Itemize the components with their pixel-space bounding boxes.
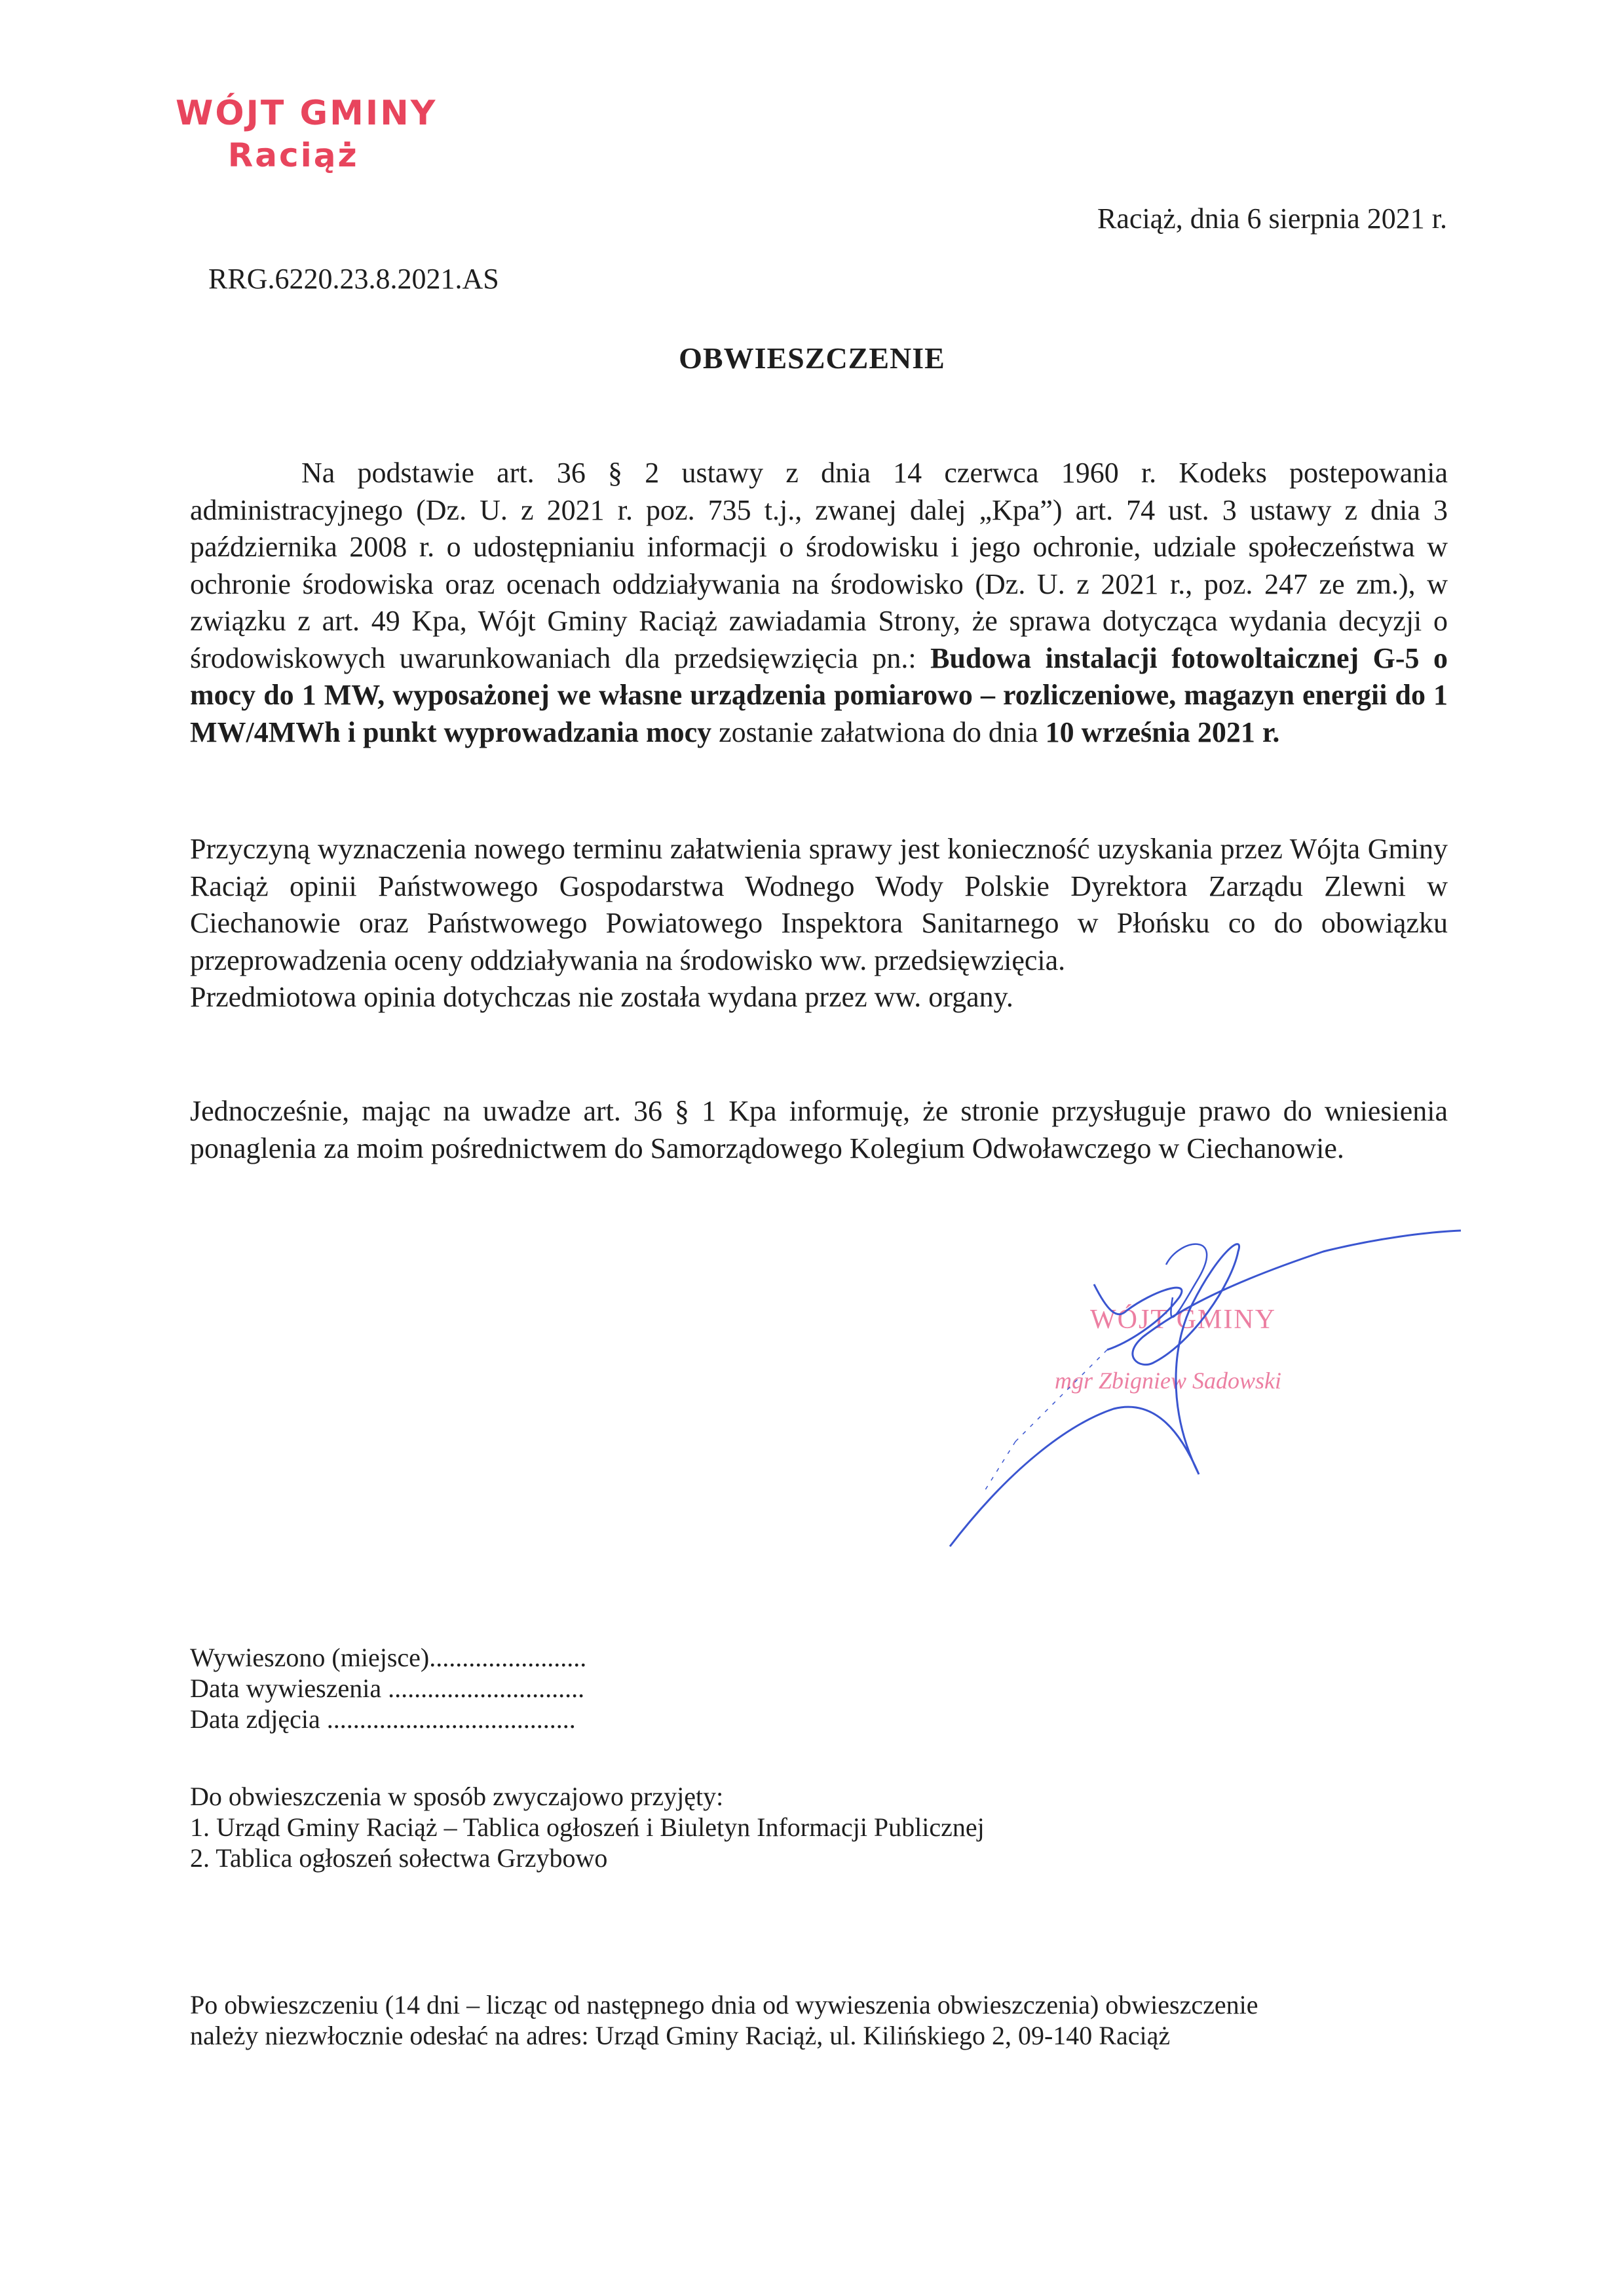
distribution-list xyxy=(190,1781,985,1873)
removal-date-field: Data zdjęcia ...................................... xyxy=(190,1704,576,1734)
signature-stamp-title: WÓJT GMINY xyxy=(1090,1305,1277,1335)
footer-line: należy niezwłocznie odesłać na adres: Urząd Gminy Raciąż, ul. Kilińskiego 2, 09-140 Raciąż xyxy=(190,2021,1171,2050)
notice-legal-basis: Na podstawie art. 36 § 2 ustawy z dnia 14 czerwca 1960 r. Kodeks postepowania administracyjnego (Dz. U. z 2021 r. poz. 735 t.j., zwanej dalej „Kpa”) art. 74 ust. 3 ustawy z dnia 3 października 2008 r. o udostępnianiu informacji o środowisku i jego ochronie, udziale społeczeństwa w ochronie środowiska oraz ocenach oddziaływania na środowisko (Dz. U. z 2021 r., poz. 247 ze zm.), w związku z art. 49 Kpa, Wójt Gminy Raciąż zawiadamia Strony, że sprawa dotycząca wydania decyzji o środowiskowych uwarunkowaniach dla przedsięwzięcia pn.: xyxy=(190,457,1448,674)
posting-form xyxy=(190,1642,586,1734)
signature-stamp-name: mgr Zbigniew Sadowski xyxy=(1055,1368,1282,1394)
project-name: Budowa instalacji fotowoltaicznej G-5 o mocy do 1 MW, wyposażonej we własne urządzenia pomiarowo – rozliczeniowe, magazyn energii do 1 MW/4MWh i punkt wyprowadzania mocy xyxy=(190,641,1448,748)
paragraph-rights xyxy=(190,1093,1448,1167)
posted-place-field: Wywieszono (miejsce)........................ xyxy=(190,1643,587,1672)
return-instructions xyxy=(190,1989,1448,2051)
paragraph-reason xyxy=(190,831,1448,1016)
document-title: OBWIESZCZENIE xyxy=(679,341,945,375)
rights-text: Jednocześnie, mając na uwadze art. 36 § 1 Kpa informuję, że stronie przysługuje prawo do wniesienia ponaglenia za moim pośrednictwem do Samorządowego Kolegium Odwoławczego w Ciechanowie. xyxy=(190,1095,1448,1164)
distribution-item: 2. Tablica ogłoszeń sołectwa Grzybowo xyxy=(190,1843,608,1873)
deadline-date: 10 września 2021 r. xyxy=(1045,716,1280,748)
paragraph-notice xyxy=(190,455,1448,751)
reason-status: Przedmiotowa opinia dotychczas nie została wydana przez ww. organy. xyxy=(190,981,1013,1013)
posting-date-field: Data wywieszenia .............................. xyxy=(190,1674,585,1703)
reason-text: Przyczyną wyznaczenia nowego terminu załatwienia sprawy jest konieczność uzyskania przez Wójta Gminy Raciąż opinii Państwowego Gospodarstwa Wodnego Wody Polskie Dyrektora Zarządu Zlewni w Ciechanowie oraz Państwowego Powiatowego Inspektora Sanitarnego w Płońsku co do obowiązku przeprowadzenia oceny oddziaływania na środowisko ww. przedsięwzięcia. xyxy=(190,833,1448,976)
office-stamp xyxy=(176,92,437,176)
place-date: Raciąż, dnia 6 sierpnia 2021 r. xyxy=(1097,202,1447,235)
distribution-heading: Do obwieszczenia w sposób zwyczajowo przyjęty: xyxy=(190,1782,724,1811)
footer-line: Po obwieszczeniu (14 dni – licząc od następnego dnia od wywieszenia obwieszczenia) obwieszczenie xyxy=(190,1990,1258,2019)
distribution-item: 1. Urząd Gminy Raciąż – Tablica ogłoszeń i Biuletyn Informacji Publicznej xyxy=(190,1812,985,1842)
stamp-municipality: Raciąż xyxy=(227,136,359,174)
notice-middle: zostanie załatwiona do dnia xyxy=(711,716,1046,748)
stamp-title: WÓJT GMINY xyxy=(176,94,438,133)
reference-number: RRG.6220.23.8.2021.AS xyxy=(208,263,499,295)
handwritten-signature xyxy=(917,1212,1539,1573)
